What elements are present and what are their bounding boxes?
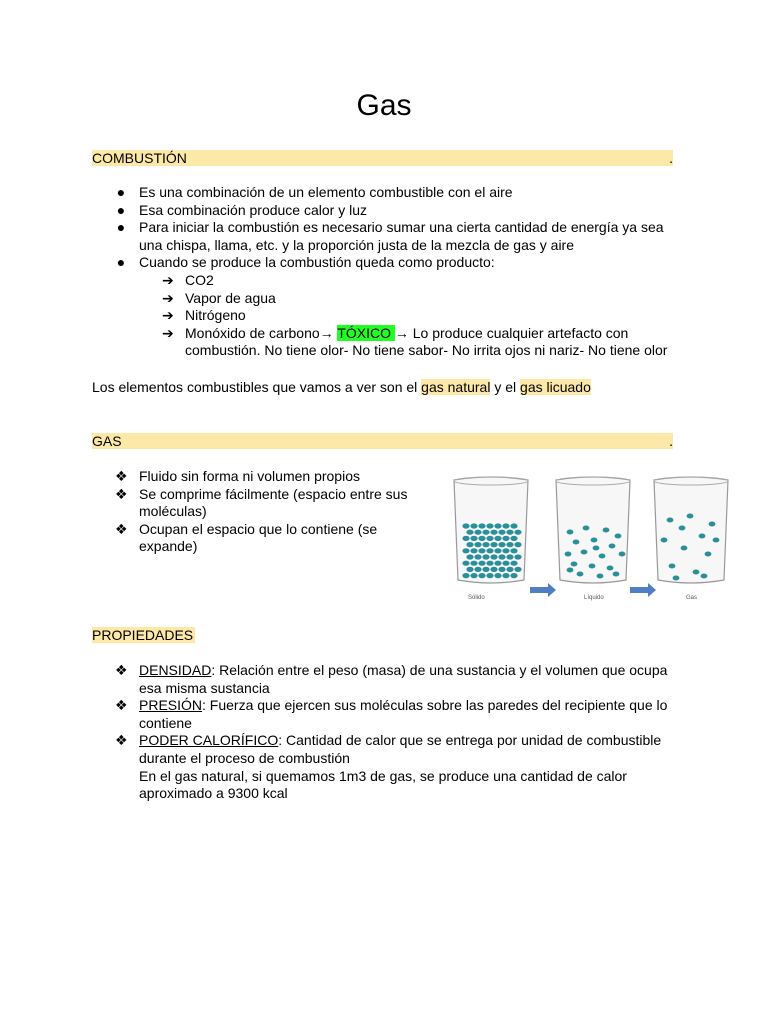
particle <box>510 523 517 528</box>
particle <box>498 567 505 572</box>
particle <box>669 564 676 569</box>
list-item <box>92 521 422 556</box>
particle <box>673 576 680 581</box>
gas-list <box>92 468 422 556</box>
particle <box>490 567 497 572</box>
particle <box>498 530 505 535</box>
arrow-right-icon: ➔ <box>162 324 174 341</box>
particle <box>514 530 521 535</box>
particle <box>478 536 485 541</box>
fuels-sentence <box>92 379 682 397</box>
particle <box>474 567 481 572</box>
particle <box>565 552 572 557</box>
list-item <box>92 254 682 360</box>
particle <box>494 536 501 541</box>
arrow-right-icon <box>530 583 556 597</box>
product-text: Vapor de agua <box>185 289 276 306</box>
figure-label-gas: Gas <box>686 595 698 601</box>
product-description: → Lo produce cualquier artefacto con combustión. No tiene olor- No tiene sabor- No irrita ojos ni nariz- No tiene olor <box>185 324 668 359</box>
particle <box>681 546 688 551</box>
particle <box>607 566 614 571</box>
particle <box>502 573 509 578</box>
particle <box>478 573 485 578</box>
product-text: Nitrógeno <box>185 307 246 324</box>
term-poder-calorifico: PODER CALORÍFICO <box>139 732 279 749</box>
particle <box>490 554 497 559</box>
particle <box>567 530 574 535</box>
particle <box>510 573 517 578</box>
definition-text: : Fuerza que ejercen sus moléculas sobre las paredes del recipiente que lo contiene <box>139 697 668 731</box>
particle <box>474 554 481 559</box>
particle <box>502 523 509 528</box>
particle <box>502 561 509 566</box>
states-of-matter-figure <box>446 470 736 608</box>
particle <box>490 542 497 547</box>
combustion-heading <box>92 150 673 166</box>
particle <box>613 572 620 577</box>
particle <box>474 530 481 535</box>
propiedades-list <box>92 662 682 803</box>
definition-extra-text: En el gas natural, si quemamos 1m3 de gas, se produce una cantidad de calor aproximado a 9300 kcal <box>139 767 627 802</box>
list-item-text: Esa combinación produce calor y luz <box>139 201 368 218</box>
particle <box>661 538 668 543</box>
particle <box>687 514 694 519</box>
particle <box>482 567 489 572</box>
particle <box>699 534 706 539</box>
product-text: CO2 <box>185 271 214 288</box>
list-item <box>92 486 422 521</box>
diamond-bullet-icon: ❖ <box>115 520 128 537</box>
list-item <box>92 202 682 220</box>
arrow-right-icon: ➔ <box>162 307 174 324</box>
combustion-heading-text: COMBUSTIÓN <box>92 150 187 166</box>
particle <box>693 570 700 575</box>
list-item-text: Para iniciar la combustión es necesario sumar una cierta cantidad de energía ya sea una chispa, llama, etc. y la proporción justa de la mezcla de gas y aire <box>139 219 664 253</box>
particle <box>514 567 521 572</box>
arrow-right-icon <box>630 583 656 597</box>
particle <box>482 542 489 547</box>
particle <box>573 540 580 545</box>
particle <box>603 528 610 533</box>
list-item-text: Fluido sin forma ni volumen propios <box>139 468 360 484</box>
gas-heading-dot: . <box>669 433 673 449</box>
product-text: Monóxido de carbono→ <box>185 324 338 341</box>
particle <box>502 536 509 541</box>
propiedades-heading-text: PROPIEDADES <box>92 627 194 643</box>
particle <box>486 561 493 566</box>
particle <box>510 548 517 553</box>
bullet-icon: ● <box>116 184 126 200</box>
highlight-gas-natural: gas natural <box>421 379 491 395</box>
particle <box>466 542 473 547</box>
particle <box>462 548 469 553</box>
particle <box>506 542 513 547</box>
particle <box>510 536 517 541</box>
combustion-heading-dot: . <box>669 150 673 166</box>
list-item <box>92 290 682 308</box>
particle <box>581 550 588 555</box>
list-item <box>92 468 422 486</box>
particle <box>701 574 708 579</box>
particle <box>498 542 505 547</box>
diamond-bullet-icon: ❖ <box>115 485 128 502</box>
bullet-icon: ● <box>116 201 126 218</box>
particle <box>577 572 584 577</box>
list-item <box>92 219 682 254</box>
particle <box>615 534 622 539</box>
diamond-bullet-icon: ❖ <box>115 732 128 749</box>
bullet-icon: ● <box>116 219 126 236</box>
particle <box>466 530 473 535</box>
particle <box>498 554 505 559</box>
sentence-text: Los elementos combustibles que vamos a ver son el <box>92 379 422 395</box>
list-item <box>92 272 682 290</box>
combustion-list <box>92 184 682 360</box>
list-item <box>92 697 682 732</box>
particle <box>713 538 720 543</box>
particle <box>478 523 485 528</box>
beaker-outline <box>654 477 728 583</box>
particle <box>609 544 616 549</box>
particle <box>486 523 493 528</box>
diamond-bullet-icon: ❖ <box>115 468 128 484</box>
propiedades-heading <box>92 627 195 643</box>
particle <box>506 530 513 535</box>
particle <box>599 554 606 559</box>
particle <box>474 542 481 547</box>
toxic-highlight: TÓXICO <box>337 324 395 341</box>
particle <box>709 522 716 527</box>
particle <box>567 568 574 573</box>
gas-heading <box>92 433 673 449</box>
particle <box>462 536 469 541</box>
diamond-bullet-icon: ❖ <box>115 697 128 714</box>
particle <box>482 554 489 559</box>
definition-text: : Relación entre el peso (masa) de una sustancia y el volumen que ocupa esa misma sustancia <box>139 662 668 696</box>
particle <box>506 554 513 559</box>
particle <box>583 526 590 531</box>
particle <box>462 573 469 578</box>
particle <box>478 548 485 553</box>
highlight-gas-licuado: gas licuado <box>520 379 591 395</box>
list-item-text: Cuando se produce la combustión queda como producto: <box>139 254 495 271</box>
list-item-text: Es una combinación de un elemento combustible con el aire <box>139 184 513 200</box>
diamond-bullet-icon: ❖ <box>115 662 128 678</box>
particle <box>470 548 477 553</box>
particle <box>466 567 473 572</box>
particle <box>619 552 626 557</box>
particle <box>667 518 674 523</box>
page-title: Gas <box>356 89 412 122</box>
definition-text: : Cantidad de calor que se entrega por unidad de combustible durante el proceso de combustión <box>139 732 662 766</box>
particle <box>506 567 513 572</box>
particle <box>510 561 517 566</box>
arrow-right-icon: ➔ <box>162 289 174 306</box>
particle <box>514 542 521 547</box>
products-list <box>139 272 682 360</box>
term-presion: PRESIÓN <box>139 697 203 714</box>
particle <box>514 554 521 559</box>
particle <box>494 573 501 578</box>
particle <box>486 536 493 541</box>
particle <box>679 526 686 531</box>
figure-label-solid: Sólido <box>468 595 485 601</box>
particle <box>470 523 477 528</box>
particle <box>486 573 493 578</box>
particle <box>597 574 604 579</box>
list-item <box>92 662 682 697</box>
particle <box>466 554 473 559</box>
particle <box>494 561 501 566</box>
list-item <box>92 184 682 202</box>
particle <box>470 536 477 541</box>
particle <box>494 523 501 528</box>
particle <box>705 552 712 557</box>
particle <box>502 548 509 553</box>
particle <box>462 561 469 566</box>
bullet-icon: ● <box>116 254 126 271</box>
particle <box>462 523 469 528</box>
list-item <box>92 325 682 360</box>
list-item <box>92 307 682 325</box>
particle <box>486 548 493 553</box>
particle <box>470 573 477 578</box>
particle <box>490 530 497 535</box>
figure-label-liquid: Líquido <box>584 595 604 601</box>
particle <box>591 538 598 543</box>
particle <box>494 548 501 553</box>
particle <box>593 546 600 551</box>
term-densidad: DENSIDAD <box>139 662 212 678</box>
particle <box>589 564 596 569</box>
list-item-text: Ocupan el espacio que lo contiene (se expande) <box>139 520 378 555</box>
particle <box>571 562 578 567</box>
arrow-right-icon: ➔ <box>162 271 174 288</box>
particle <box>470 561 477 566</box>
list-item <box>92 732 682 802</box>
sentence-text: y el <box>490 379 521 395</box>
gas-heading-text: GAS <box>92 433 122 449</box>
particle <box>478 561 485 566</box>
list-item-text: Se comprime fácilmente (espacio entre sus moléculas) <box>139 485 408 520</box>
particle <box>482 530 489 535</box>
